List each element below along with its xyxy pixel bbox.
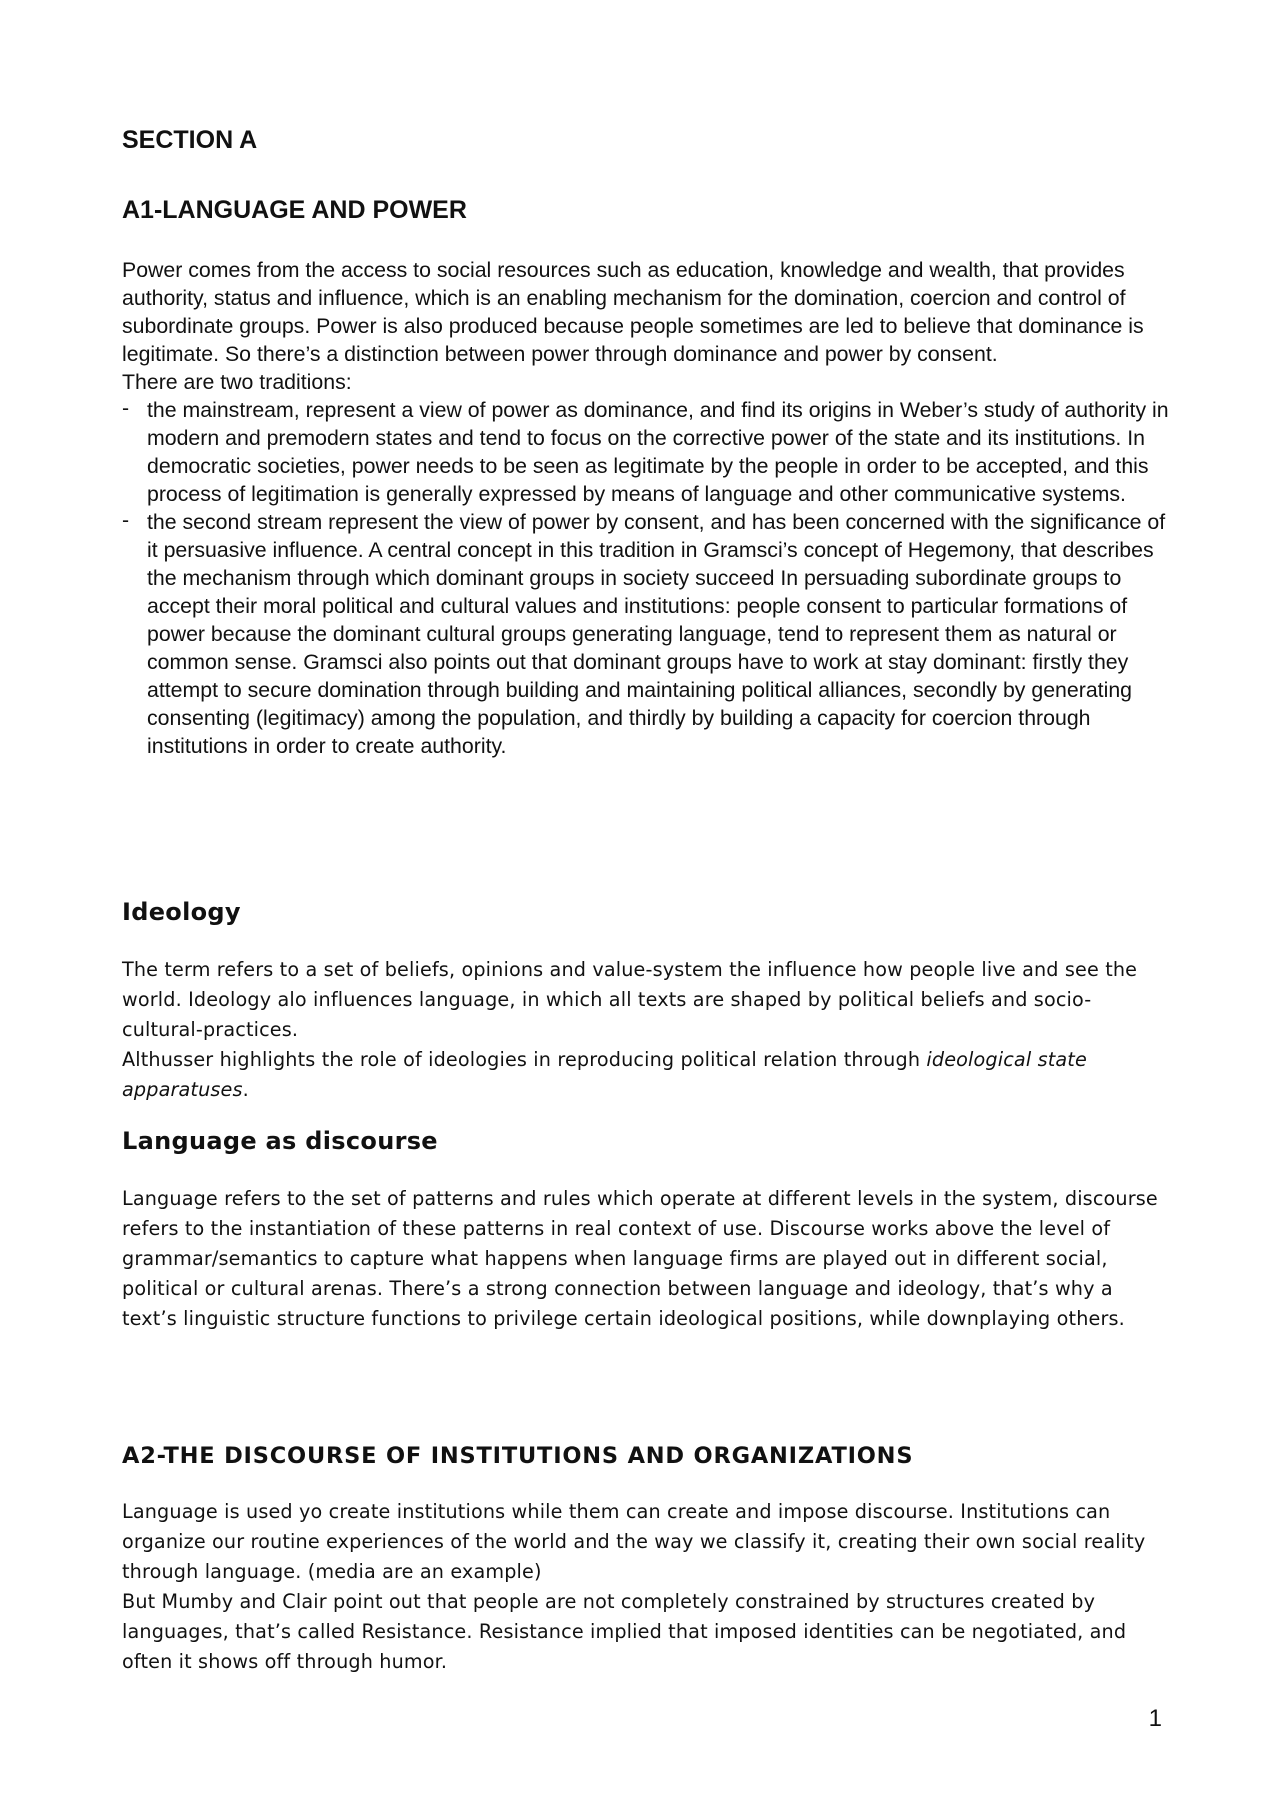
- list-item: [122, 508, 1172, 760]
- traditions-list: [122, 396, 1172, 760]
- ideology-body: [122, 955, 1172, 1105]
- resistance-paragraph: But Mumby and Clair point out that people are not completely constrained by structures created by languages, that’s called Resistance. Resistance implied that imposed identities can be negotiated, and often it shows off through humor.: [122, 1590, 1127, 1673]
- emphasis-term: ideological state apparatuses: [122, 1048, 1087, 1101]
- list-item: [122, 396, 1172, 508]
- althusser-text: Althusser highlights the role of ideologies in reproducing political relation through: [122, 1048, 927, 1071]
- ideology-paragraph: The term refers to a set of beliefs, opinions and value-system the influence how people live and see the world. Ideology alo influences language, in which all texts are shaped by political beliefs and socio-cultural-practices.: [122, 958, 1138, 1041]
- bullet-dash: -: [122, 508, 130, 532]
- discourse-body: [122, 1184, 1172, 1334]
- traditions-intro: There are two traditions:: [122, 370, 352, 394]
- a1-body: [122, 256, 1172, 760]
- institutions-paragraph: Language is used yo create institutions while them can create and impose discourse. Institutions can organize our routine experiences of the world and the way we classify it, creating their own social reality through language. (media are an example): [122, 1500, 1146, 1583]
- discourse-heading: Language as discourse: [122, 1127, 438, 1155]
- a1-heading: A1-LANGUAGE AND POWER: [122, 196, 467, 224]
- althusser-paragraph: [122, 1045, 1172, 1105]
- a2-heading: A2-THE DISCOURSE OF INSTITUTIONS AND ORGANIZATIONS: [122, 1443, 914, 1469]
- bullet-dash: -: [122, 396, 130, 420]
- bullet-text-second-stream: the second stream represent the view of power by consent, and has been concerned with the significance of it persuasive influence. A central concept in this tradition in Gramsci’s concept of Hegemony, that describes the mechanism through which dominant groups in society succeed In persuading subordinate groups to accept their moral political and cultural values and institutions: people consent to particular formations of power because the dominant cultural groups generating language, tend to represent them as natural or common sense. Gramsci also points out that dominant groups have to work at stay dominant: firstly they attempt to secure domination through building and maintaining political alliances, secondly by generating consenting (legitimacy) among the population, and thirdly by building a capacity for coercion through institutions in order to create authority.: [147, 510, 1166, 758]
- bullet-text-mainstream: the mainstream, represent a view of power as dominance, and find its origins in Weber’s study of authority in modern and premodern states and tend to focus on the corrective power of the state and its institutions. In democratic societies, power needs to be seen as legitimate by the people in order to be accepted, and this process of legitimation is generally expressed by means of language and other communicative systems.: [147, 398, 1169, 506]
- page-number: 1: [1148, 1705, 1162, 1732]
- discourse-paragraph: Language refers to the set of patterns and rules which operate at different levels in the system, discourse refers to the instantiation of these patterns in real context of use. Discourse works above the level of grammar/semantics to capture what happens when language firms are played out in different social, political or cultural arenas. There’s a strong connection between language and ideology, that’s why a text’s linguistic structure functions to privilege certain ideological positions, while downplaying others.: [122, 1187, 1158, 1330]
- a2-body: [122, 1497, 1172, 1677]
- a1-intro-paragraph: Power comes from the access to social resources such as education, knowledge and wealth, that provides authority, status and influence, which is an enabling mechanism for the domination, coercion and control of subordinate groups. Power is also produced because people sometimes are led to believe that dominance is legitimate. So there’s a distinction between power through dominance and power by consent.: [122, 258, 1144, 366]
- section-label: SECTION A: [122, 126, 258, 154]
- sentence-end: .: [242, 1078, 249, 1101]
- ideology-heading: Ideology: [122, 898, 241, 926]
